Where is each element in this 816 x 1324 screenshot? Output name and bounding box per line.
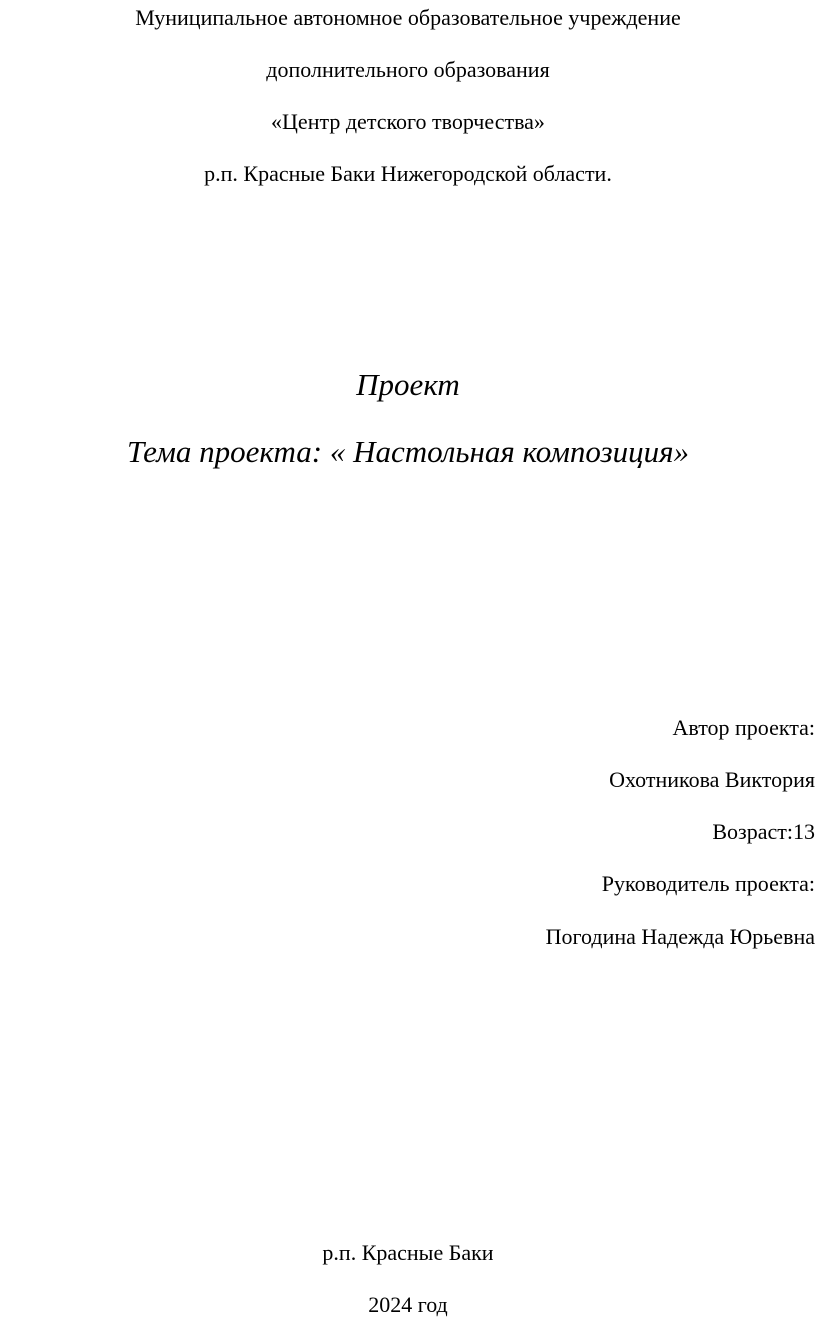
project-heading: Проект bbox=[356, 367, 460, 402]
supervisor-name: Погодина Надежда Юрьевна bbox=[545, 924, 815, 949]
institution-line-4: р.п. Красные Баки Нижегородской области. bbox=[204, 161, 612, 186]
author-label: Автор проекта: bbox=[672, 715, 815, 740]
institution-line-1: Муниципальное автономное образовательное учреждение bbox=[135, 5, 681, 30]
footer-year: 2024 год bbox=[368, 1292, 448, 1317]
author-name: Охотникова Виктория bbox=[609, 767, 815, 792]
author-age: Возраст:13 bbox=[712, 819, 815, 844]
supervisor-label: Руководитель проекта: bbox=[601, 871, 815, 896]
institution-line-2: дополнительного образования bbox=[266, 57, 550, 82]
footer-place: р.п. Красные Баки bbox=[322, 1240, 494, 1265]
project-topic: Тема проекта: « Настольная композиция» bbox=[126, 434, 690, 469]
institution-line-3: «Центр детского творчества» bbox=[271, 109, 545, 134]
